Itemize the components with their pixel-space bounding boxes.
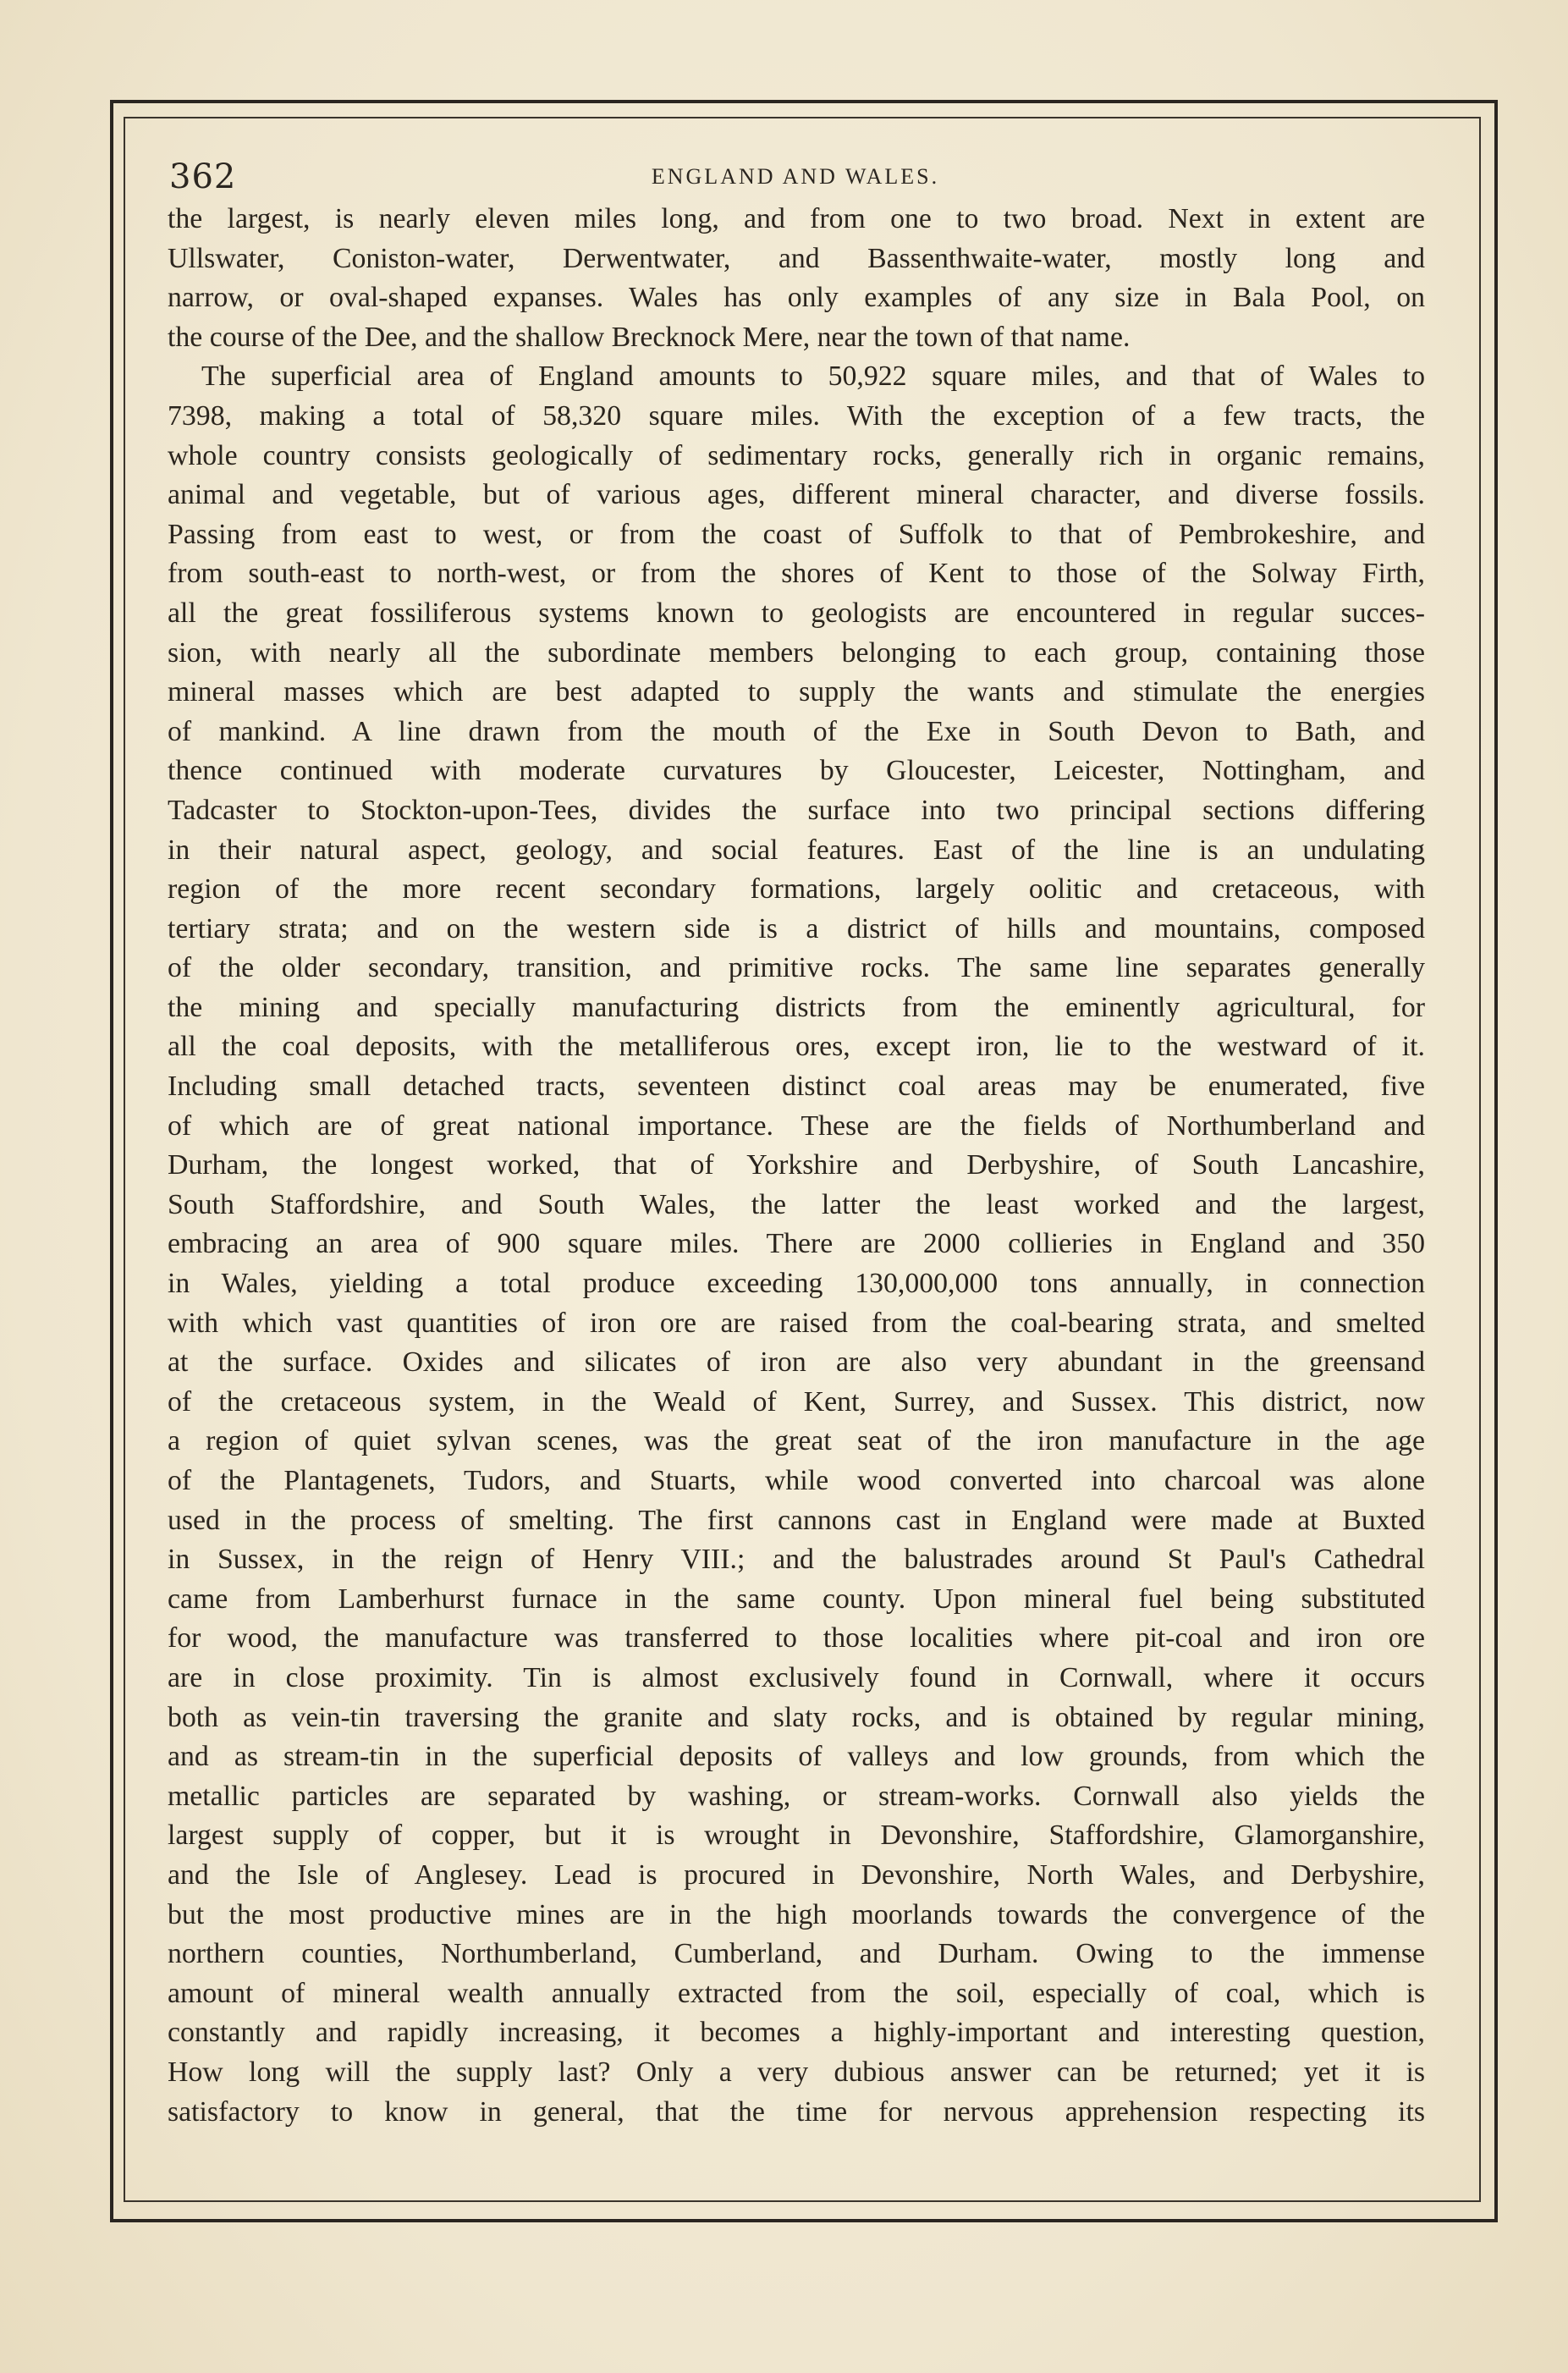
text-line: came from Lamberhurst furnace in the same county. Upon mineral fuel being substituted: [168, 1583, 1425, 1615]
text-line: for wood, the manufacture was transferred to those localities where pit-coal and iron ore: [168, 1622, 1425, 1654]
text-line: Ullswater, Coniston-water, Derwentwater, and Bassenthwaite-water, mostly long and: [168, 242, 1425, 274]
text-line: but the most productive mines are in the high moorlands towards the convergence of the: [168, 1898, 1425, 1930]
text-line: metallic particles are separated by washing, or stream-works. Cornwall also yields the: [168, 1780, 1425, 1812]
page-header: [161, 152, 1430, 195]
text-line: used in the process of smelting. The first cannons cast in England were made at Buxted: [168, 1504, 1425, 1536]
text-line: and the Isle of Anglesey. Lead is procured in Devonshire, North Wales, and Derbyshire,: [168, 1858, 1425, 1891]
text-line: of the cretaceous system, in the Weald of Kent, Surrey, and Sussex. This district, now: [168, 1385, 1425, 1418]
text-line: Passing from east to west, or from the coast of Suffolk to that of Pembrokeshire, and: [168, 518, 1425, 550]
paragraph-start-line: The superficial area of England amounts to 50,922 square miles, and that of Wales to: [201, 361, 1425, 393]
text-line: the mining and specially manufacturing districts from the eminently agricultural, for: [168, 991, 1425, 1023]
text-line: in their natural aspect, geology, and social features. East of the line is an undulating: [168, 834, 1425, 866]
text-line: are in close proximity. Tin is almost exclusively found in Cornwall, where it occurs: [168, 1661, 1425, 1693]
text-line: Including small detached tracts, seventeen distinct coal areas may be enumerated, five: [168, 1071, 1425, 1103]
running-head: ENGLAND AND WALES.: [651, 164, 940, 189]
text-line: Tadcaster to Stockton-upon-Tees, divides the surface into two principal sections differing: [168, 794, 1425, 826]
text-line: narrow, or oval-shaped expanses. Wales has only examples of any size in Bala Pool, on: [168, 282, 1425, 314]
text-line: thence continued with moderate curvatures by Gloucester, Leicester, Nottingham, and: [168, 755, 1425, 787]
text-line: amount of mineral wealth annually extracted from the soil, especially of coal, which is: [168, 1977, 1425, 2009]
text-line: of mankind. A line drawn from the mouth of the Exe in South Devon to Bath, and: [168, 715, 1425, 747]
text-line: in Sussex, in the reign of Henry VIII.; and the balustrades around St Paul's Cathedral: [168, 1544, 1425, 1576]
text-line: region of the more recent secondary formations, largely oolitic and cretaceous, with: [168, 873, 1425, 906]
text-line: from south-east to north-west, or from the shores of Kent to those of the Solway Firth,: [168, 558, 1425, 590]
text-line: 7398, making a total of 58,320 square miles. With the exception of a few tracts, the: [168, 399, 1425, 432]
text-line: all the great fossiliferous systems known to geologists are encountered in regular succes-: [168, 597, 1425, 629]
text-line: constantly and rapidly increasing, it becomes a highly-important and interesting question,: [168, 2017, 1425, 2049]
text-line: tertiary strata; and on the western side is a district of hills and mountains, composed: [168, 912, 1425, 944]
text-line: the course of the Dee, and the shallow Brecknock Mere, near the town of that name.: [168, 321, 1131, 353]
body-text: [168, 200, 1425, 2132]
text-line: both as vein-tin traversing the granite and slaty rocks, and is obtained by regular mining,: [168, 1701, 1425, 1733]
text-line: northern counties, Northumberland, Cumberland, and Durham. Owing to the immense: [168, 1938, 1425, 1970]
text-line: sion, with nearly all the subordinate members belonging to each group, containing those: [168, 636, 1425, 669]
text-line: in Wales, yielding a total produce exceeding 130,000,000 tons annually, in connection: [168, 1268, 1425, 1300]
text-line: animal and vegetable, but of various ages, different mineral character, and diverse fossils.: [168, 479, 1425, 511]
text-line: mineral masses which are best adapted to supply the wants and stimulate the energies: [168, 676, 1425, 708]
text-line: embracing an area of 900 square miles. There are 2000 collieries in England and 350: [168, 1228, 1425, 1260]
text-line: of the Plantagenets, Tudors, and Stuarts, while wood converted into charcoal was alone: [168, 1465, 1425, 1496]
text-line: Durham, the longest worked, that of Yorkshire and Derbyshire, of South Lancashire,: [168, 1149, 1425, 1181]
text-line: the largest, is nearly eleven miles long, and from one to two broad. Next in extent are: [168, 203, 1425, 234]
text-line: South Staffordshire, and South Wales, the latter the least worked and the largest,: [168, 1188, 1425, 1220]
text-line: at the surface. Oxides and silicates of iron are also very abundant in the greensand: [168, 1346, 1425, 1379]
text-line: satisfactory to know in general, that the time for nervous apprehension respecting its: [168, 2095, 1425, 2128]
text-line: and as stream-tin in the superficial deposits of valleys and low grounds, from which the: [168, 1741, 1425, 1773]
text-line: whole country consists geologically of sedimentary rocks, generally rich in organic remains,: [168, 439, 1425, 471]
text-line: largest supply of copper, but it is wrought in Devonshire, Staffordshire, Glamorganshire,: [168, 1820, 1425, 1852]
text-line: How long will the supply last? Only a very dubious answer can be returned; yet it is: [168, 2056, 1425, 2088]
text-line: of which are of great national importance. These are the fields of Northumberland and: [168, 1109, 1425, 1142]
text-line: a region of quiet sylvan scenes, was the great seat of the iron manufacture in the age: [168, 1425, 1425, 1457]
page-number: 362: [169, 157, 237, 196]
text-line: of the older secondary, transition, and primitive rocks. The same line separates generally: [168, 952, 1425, 984]
text-line: all the coal deposits, with the metalliferous ores, except iron, lie to the westward of it.: [168, 1031, 1425, 1063]
text-line: with which vast quantities of iron ore are raised from the coal-bearing strata, and smelted: [168, 1307, 1425, 1339]
